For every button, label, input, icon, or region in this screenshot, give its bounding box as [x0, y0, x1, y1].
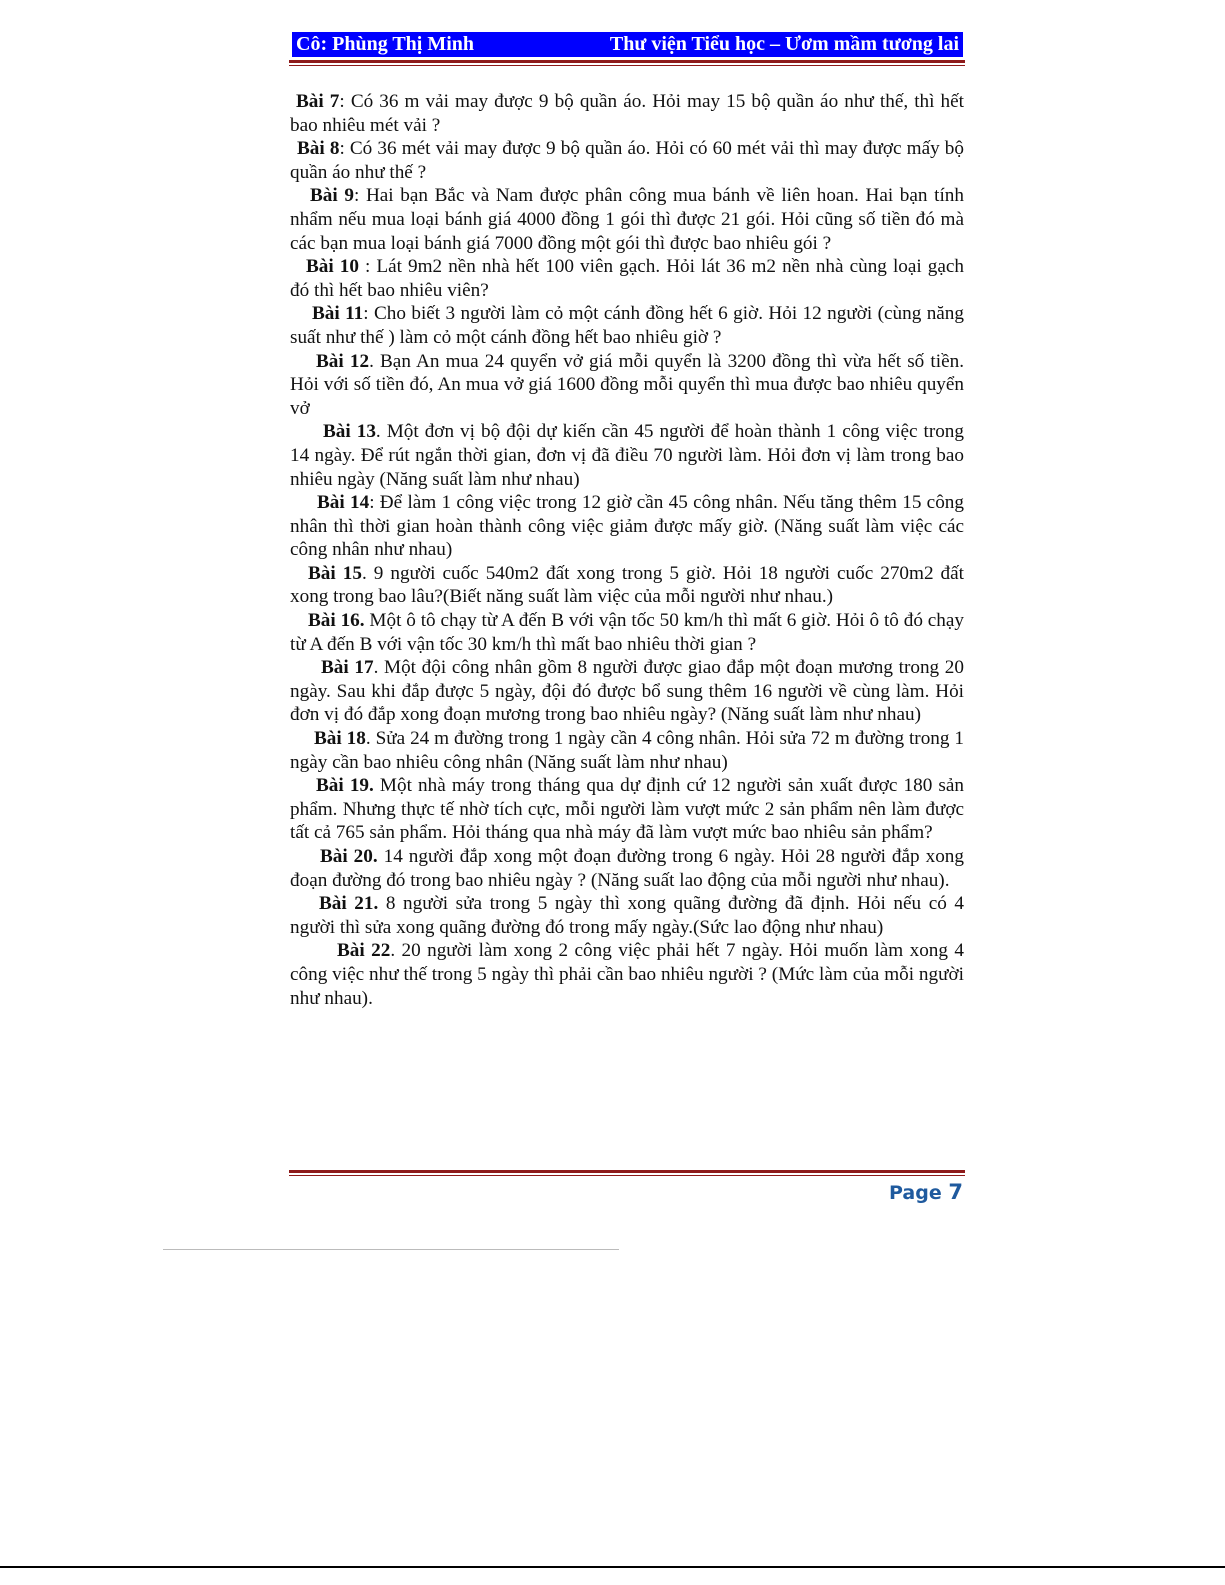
exercise-text: : Có 36 mét vải may được 9 bộ quần áo. Hỏi có 60 mét vải thì may được mấy bộ quần áo như thế ?	[290, 138, 964, 183]
exercise-text: 14 người đắp xong một đoạn đường trong 6 ngày. Hỏi 28 người đắp xong đoạn đường đó trong bao nhiêu ngày ? (Năng suất lao động của mỗi người như nhau).	[290, 846, 964, 891]
exercise-label: Bài 21.	[319, 893, 379, 915]
exercise-label: Bài 11	[312, 303, 364, 325]
exercise-text: 8 người sửa trong 5 ngày thì xong quãng đường đã định. Hỏi nếu có 4 người thì sửa xong quãng đường đó trong mấy ngày.(Sức lao động như nhau)	[290, 893, 964, 938]
exercise-text: . Sửa 24 m đường trong 1 ngày cần 4 công nhân. Hỏi sửa 72 m đường trong 1 ngày cần bao nhiêu công nhân (Năng suất làm như nhau)	[290, 728, 964, 773]
exercise-label: Bài 7	[296, 91, 340, 112]
exercise-15	[290, 562, 964, 609]
exercise-text: . Một đơn vị bộ đội dự kiến cần 45 người để hoàn thành 1 công việc trong 14 ngày. Để rút ngắn thời gian, đơn vị đã điều 70 người làm. Hỏi đơn vị làm trong bao nhiêu ngày (Năng suất làm như nhau)	[290, 421, 964, 490]
exercise-label: Bài 10	[306, 256, 359, 278]
exercise-list	[290, 90, 964, 1010]
header-rule	[289, 60, 965, 63]
header-library: Thư viện Tiểu học – Ươm mầm tương lai	[609, 33, 959, 55]
exercise-text: : Hai bạn Bắc và Nam được phân công mua bánh về liên hoan. Hai bạn tính nhẩm nếu mua loại bánh giá 4000 đồng 1 gói thì được 21 gói. Hỏi cũng số tiền đó mà các bạn mua loại bánh giá 7000 đồng một gói thì được bao nhiêu gói ?	[290, 185, 964, 254]
exercise-text: . Bạn An mua 24 quyển vở giá mỗi quyển là 3200 đồng thì vừa hết số tiền. Hỏi với số tiền đó, An mua vở giá 1600 đồng mỗi quyển thì mua được bao nhiêu quyển vở	[290, 350, 964, 419]
exercise-13	[290, 420, 964, 491]
exercise-17	[290, 656, 964, 727]
exercise-22	[290, 939, 964, 1010]
exercise-text: . 20 người làm xong 2 công việc phải hết 7 ngày. Hỏi muốn làm xong 4 công việc như thế trong 5 ngày thì phải cần bao nhiêu người ? (Mức làm của mỗi người như nhau).	[290, 940, 964, 1009]
exercise-14	[290, 491, 964, 562]
exercise-16	[290, 609, 964, 656]
exercise-label: Bài 17	[321, 657, 374, 679]
exercise-11	[290, 302, 964, 349]
exercise-label: Bài 15	[308, 562, 362, 584]
exercise-9	[290, 184, 964, 255]
exercise-text: : Để làm 1 công việc trong 12 giờ cần 45 công nhân. Nếu tăng thêm 15 công nhân thì thời gian hoàn thành công việc giảm được mấy giờ. (Năng suất làm việc các công nhân như nhau)	[290, 492, 964, 561]
footer-rule	[289, 1170, 965, 1173]
page-bottom-edge	[0, 1566, 1225, 1568]
page-number	[889, 1180, 963, 1204]
exercise-label: Bài 20.	[320, 846, 378, 867]
exercise-19	[290, 774, 964, 845]
page-word: Page	[889, 1182, 942, 1204]
exercise-label: Bài 12	[316, 350, 370, 372]
footnote-separator	[163, 1249, 619, 1250]
exercise-20	[290, 845, 964, 892]
exercise-label: Bài 8	[297, 138, 340, 160]
exercise-12	[290, 350, 964, 421]
page-header	[292, 32, 963, 57]
exercise-text: : Cho biết 3 người làm cỏ một cánh đồng hết 6 giờ. Hỏi 12 người (cùng năng suất như thế ) làm cỏ một cánh đồng hết bao nhiêu giờ ?	[290, 303, 964, 348]
exercise-18	[290, 727, 964, 774]
exercise-label: Bài 14	[317, 492, 370, 514]
exercise-label: Bài 16.	[308, 610, 365, 632]
footer-rule-thin	[289, 1175, 965, 1176]
exercise-text: . Một đội công nhân gồm 8 người được giao đắp một đoạn mương trong 20 ngày. Sau khi đắp được 5 ngày, đội đó được bổ sung thêm 16 người về cùng làm. Hỏi đơn vị đó đắp xong đoạn mương trong bao nhiêu ngày? (Năng suất làm như nhau)	[290, 657, 964, 726]
exercise-7	[290, 90, 964, 137]
exercise-label: Bài 22	[337, 940, 391, 962]
exercise-21	[290, 892, 964, 939]
exercise-text: : Lát 9m2 nền nhà hết 100 viên gạch. Hỏi lát 36 m2 nền nhà cùng loại gạch đó thì hết bao nhiêu viên?	[290, 256, 964, 301]
exercise-label: Bài 13	[323, 421, 376, 443]
exercise-8	[290, 137, 964, 184]
exercise-text: Một ô tô chạy từ A đến B với vận tốc 50 km/h thì mất 6 giờ. Hỏi ô tô đó chạy từ A đến B với vận tốc 30 km/h thì mất bao nhiêu thời gian ?	[290, 610, 964, 655]
exercise-text: . 9 người cuốc 540m2 đất xong trong 5 giờ. Hỏi 18 người cuốc 270m2 đất xong trong bao lâu?(Biết năng suất làm việc của mỗi người như nhau.)	[290, 562, 964, 608]
exercise-label: Bài 19.	[316, 775, 374, 797]
header-rule-thin	[289, 65, 965, 66]
exercise-10	[290, 255, 964, 302]
header-author: Cô: Phùng Thị Minh	[296, 33, 475, 55]
exercise-text: : Có 36 m vải may được 9 bộ quần áo. Hỏi may 15 bộ quần áo như thế, thì hết bao nhiêu mét vải ?	[290, 91, 964, 136]
exercise-label: Bài 18	[314, 728, 366, 750]
exercise-label: Bài 9	[310, 185, 354, 207]
exercise-text: Một nhà máy trong tháng qua dự định cứ 12 người sản xuất được 180 sản phẩm. Nhưng thực tế nhờ tích cực, mỗi người làm vượt mức 2 sản phẩm nên làm được tất cả 765 sản phẩm. Hỏi tháng qua nhà máy đã làm vượt mức bao nhiêu sản phẩm?	[290, 775, 964, 844]
page-number-value: 7	[948, 1180, 963, 1204]
